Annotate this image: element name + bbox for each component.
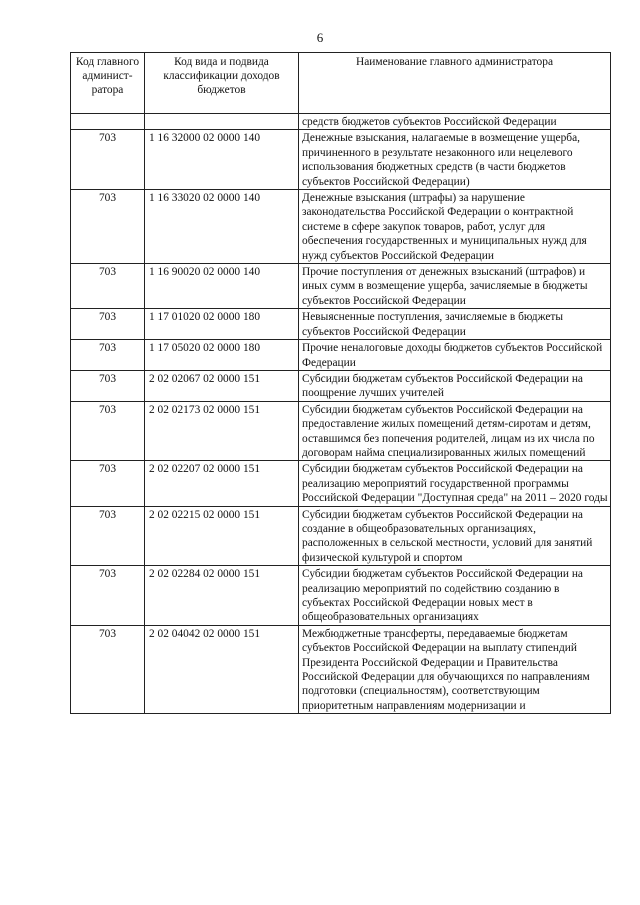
header-admin-code: Код главного админист-ратора	[71, 53, 145, 114]
revenue-code-cell: 1 16 90020 02 0000 140	[145, 264, 299, 309]
revenue-code-cell: 2 02 02067 02 0000 151	[145, 370, 299, 401]
revenue-code-cell: 2 02 02284 02 0000 151	[145, 566, 299, 626]
admin-name-cell: Субсидии бюджетам субъектов Российской Федерации на предоставление жилых помещений детям-сиротам и детям, оставшимся без попечения родителей, лицам из их числа по договорам найма специализированных жилых помещений	[299, 401, 611, 461]
admin-code-cell: 703	[71, 370, 145, 401]
admin-name-cell: Субсидии бюджетам субъектов Российской Федерации на поощрение лучших учителей	[299, 370, 611, 401]
table-row	[71, 114, 611, 130]
revenue-code-cell	[145, 114, 299, 130]
table-row	[71, 506, 611, 566]
table-row	[71, 264, 611, 309]
admin-name-cell: Субсидии бюджетам субъектов Российской Федерации на создание в общеобразовательных организациях, расположенных в сельской местности, условий для занятий физической культурой и спортом	[299, 506, 611, 566]
revenue-code-cell: 1 17 05020 02 0000 180	[145, 340, 299, 371]
admin-code-cell: 703	[71, 625, 145, 713]
admin-name-cell: Субсидии бюджетам субъектов Российской Федерации на реализацию мероприятий по содействию созданию в субъектах Российской Федерации новых мест в общеобразовательных организациях	[299, 566, 611, 626]
admin-name-cell: Невыясненные поступления, зачисляемые в бюджеты субъектов Российской Федерации	[299, 309, 611, 340]
header-admin-name: Наименование главного администратора	[299, 53, 611, 114]
revenue-code-cell: 2 02 02215 02 0000 151	[145, 506, 299, 566]
admin-code-cell: 703	[71, 264, 145, 309]
table-row	[71, 566, 611, 626]
admin-name-cell: Денежные взыскания, налагаемые в возмещение ущерба, причиненного в результате незаконного или нецелевого использования бюджетных средств (в части бюджетов субъектов Российской Федерации)	[299, 130, 611, 190]
admin-code-cell: 703	[71, 401, 145, 461]
admin-name-cell: Субсидии бюджетам субъектов Российской Федерации на реализацию мероприятий государственной программы Российской Федерации "Доступная среда" на 2011 – 2020 годы	[299, 461, 611, 506]
revenue-code-cell: 2 02 04042 02 0000 151	[145, 625, 299, 713]
revenue-code-cell: 1 17 01020 02 0000 180	[145, 309, 299, 340]
admin-name-cell: Прочие неналоговые доходы бюджетов субъектов Российской Федерации	[299, 340, 611, 371]
admin-code-cell: 703	[71, 309, 145, 340]
revenue-codes-table	[70, 52, 611, 714]
table-header-row	[71, 53, 611, 114]
admin-code-cell: 703	[71, 130, 145, 190]
table-row	[71, 401, 611, 461]
admin-code-cell	[71, 114, 145, 130]
admin-code-cell: 703	[71, 566, 145, 626]
table-body	[71, 114, 611, 714]
revenue-code-cell: 1 16 32000 02 0000 140	[145, 130, 299, 190]
table-row	[71, 309, 611, 340]
table-row	[71, 340, 611, 371]
admin-code-cell: 703	[71, 461, 145, 506]
admin-name-cell: Прочие поступления от денежных взысканий (штрафов) и иных сумм в возмещение ущерба, зачисляемые в бюджеты субъектов Российской Федерации	[299, 264, 611, 309]
revenue-code-cell: 2 02 02207 02 0000 151	[145, 461, 299, 506]
admin-code-cell: 703	[71, 190, 145, 264]
admin-name-cell: Межбюджетные трансферты, передаваемые бюджетам субъектов Российской Федерации на выплату стипендий Президента Российской Федерации и Правительства Российской Федерации для обучающихся по направлениям подготовки (специальностям), соответствующим приоритетным направлениям модернизации и	[299, 625, 611, 713]
admin-code-cell: 703	[71, 506, 145, 566]
admin-name-cell: средств бюджетов субъектов Российской Федерации	[299, 114, 611, 130]
table-header	[71, 53, 611, 114]
table-row	[71, 130, 611, 190]
table-row	[71, 625, 611, 713]
header-revenue-code: Код вида и подвида классификации доходов бюджетов	[145, 53, 299, 114]
table-row	[71, 461, 611, 506]
admin-code-cell: 703	[71, 340, 145, 371]
revenue-code-cell: 2 02 02173 02 0000 151	[145, 401, 299, 461]
table-row	[71, 190, 611, 264]
page-number: 6	[316, 30, 324, 45]
table-row	[71, 370, 611, 401]
admin-name-cell: Денежные взыскания (штрафы) за нарушение законодательства Российской Федерации о контрактной системе в сфере закупок товаров, работ, услуг для обеспечения государственных и муниципальных нужд для нужд субъектов Российской Федерации	[299, 190, 611, 264]
revenue-code-cell: 1 16 33020 02 0000 140	[145, 190, 299, 264]
